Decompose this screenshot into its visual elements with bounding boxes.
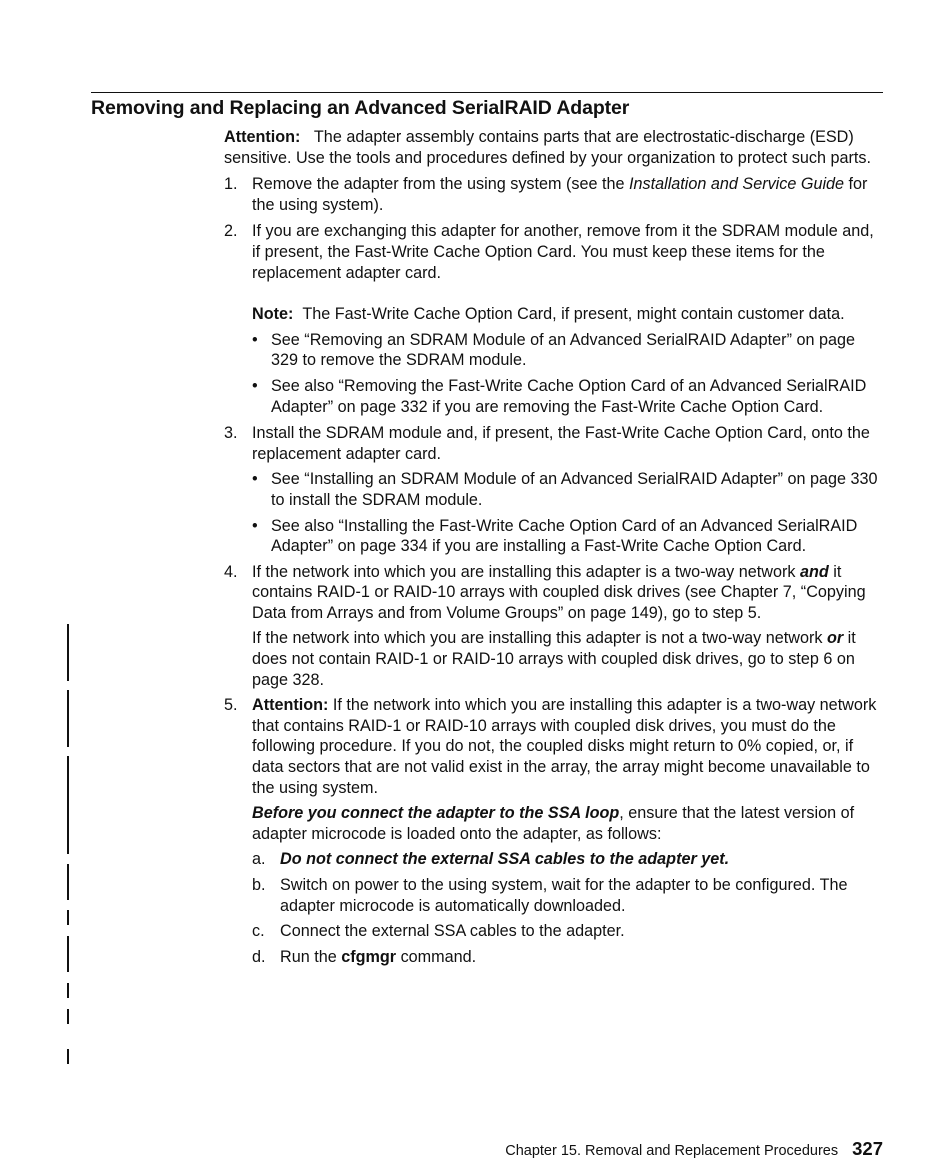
substep-letter: c. [252, 922, 265, 941]
step-4 [224, 562, 880, 691]
revision-bar [67, 690, 69, 747]
step-5-text: If the network into which you are installing this adapter is a two-way network that contains RAID-1 or RAID-10 arrays with coupled disk drives, you must do the following procedure. If you do not, the coupled disks might return to 0% copied, or, if data sectors that are not valid exist in the array, the array might become unavailable to the using system. [252, 696, 877, 797]
substep-letter: d. [252, 947, 266, 966]
step-4-text-pre: If the network into which you are installing this adapter is a two-way network [252, 562, 800, 581]
step-text [252, 174, 880, 215]
revision-bar [67, 910, 69, 925]
title-rule [91, 92, 883, 93]
section-title: Removing and Replacing an Advanced SerialRAID Adapter [91, 97, 630, 119]
emphasis-or: or [826, 629, 844, 648]
bullet-icon: • [252, 470, 258, 489]
attention-label: Attention: [252, 696, 329, 715]
revision-bar [67, 1009, 69, 1024]
book-title: Installation and Service Guide [629, 175, 845, 194]
revision-bar [67, 624, 69, 681]
list-item [252, 376, 880, 417]
substep-a [252, 849, 880, 870]
attention-text: The adapter assembly contains parts that are electrostatic-discharge (ESD) sensitive. Use the tools and procedures defined by your organization to protect such parts. [224, 128, 871, 167]
emphasis-and: and [799, 562, 829, 581]
page-footer [505, 1138, 883, 1162]
emphasis-before: Before you connect the adapter to the SSA loop [252, 804, 620, 823]
substep-b [252, 875, 880, 916]
step-text-alt [252, 628, 880, 690]
page-number: 327 [852, 1138, 883, 1159]
step-text [252, 695, 880, 798]
note-paragraph [252, 304, 880, 325]
revision-bar [67, 756, 69, 854]
revision-bar [67, 1049, 69, 1064]
step-text-before [252, 803, 880, 844]
step-text: If you are exchanging this adapter for another, remove from it the SDRAM module and, if present, the Fast-Write Cache Option Card. You must keep these items for the replacement adapter card. [252, 222, 874, 282]
step-text: Install the SDRAM module and, if present, the Fast-Write Cache Option Card, onto the replacement adapter card. [252, 424, 870, 463]
step-3 [224, 423, 880, 557]
substep-text: Do not connect the external SSA cables to the adapter yet. [280, 850, 730, 869]
substep-d [252, 947, 880, 968]
substep-text: Connect the external SSA cables to the adapter. [280, 922, 625, 941]
list-item [252, 516, 880, 557]
note-text: The Fast-Write Cache Option Card, if present, might contain customer data. [302, 305, 845, 324]
footer-chapter: Chapter 15. Removal and Replacement Procedures [505, 1143, 839, 1159]
step-4-text-post: it contains RAID-1 or RAID-10 arrays with coupled disk drives (see Chapter 7, “Copying Data from Arrays and from Volume Groups” on page 149), go to step 5. [252, 562, 866, 622]
step-4-alt-post: it does not contain RAID-1 or RAID-10 arrays with coupled disk drives, go to step 6 on page 328. [252, 629, 856, 689]
attention-label: Attention: [224, 128, 301, 146]
command-name: cfgmgr [341, 947, 397, 966]
bullet-icon: • [252, 516, 258, 535]
substep-d-pre: Run the [280, 947, 342, 966]
revision-bar [67, 936, 69, 972]
substep-text: Switch on power to the using system, wait for the adapter to be configured. The adapter microcode is automatically downloaded. [280, 876, 848, 915]
step-1-text-pre: Remove the adapter from the using system (see the [252, 175, 629, 194]
step-1-text-post: for the using system). [252, 175, 868, 214]
list-item [252, 330, 880, 371]
bullet-icon: • [252, 330, 258, 349]
list-item-text: See “Installing an SDRAM Module of an Advanced SerialRAID Adapter” on page 330 to install the SDRAM module. [271, 470, 878, 509]
revision-bar [67, 864, 69, 900]
step-number: 4. [224, 562, 238, 581]
list-item-text: See also “Removing the Fast-Write Cache Option Card of an Advanced SerialRAID Adapter” on page 332 if you are removing the Fast-Write Cache Option Card. [271, 376, 867, 416]
step-2 [224, 221, 880, 417]
note-label: Note: [252, 305, 294, 324]
step-number: 1. [224, 175, 238, 194]
list-item [252, 469, 880, 510]
substep-c [252, 921, 880, 942]
substep-letter: b. [252, 876, 266, 894]
section-body [224, 127, 880, 967]
attention-paragraph [224, 127, 880, 168]
step-number: 2. [224, 222, 238, 241]
substep-letter: a. [252, 850, 266, 869]
substep-d-post: command. [396, 947, 477, 966]
step-number: 3. [224, 424, 238, 443]
bullet-icon: • [252, 376, 258, 395]
step-5 [224, 695, 880, 967]
step-text [252, 562, 880, 624]
substep-text [280, 947, 880, 968]
revision-bar [67, 983, 69, 998]
list-item-text: See also “Installing the Fast-Write Cache Option Card of an Advanced SerialRAID Adapter” on page 334 if you are installing a Fast-Write Cache Option Card. [271, 516, 858, 556]
list-item-text: See “Removing an SDRAM Module of an Advanced SerialRAID Adapter” on page 329 to remove the SDRAM module. [271, 330, 855, 370]
step-number: 5. [224, 696, 238, 715]
step-4-alt-pre: If the network into which you are installing this adapter is not a two-way network [252, 629, 827, 648]
step-1 [224, 174, 880, 215]
step-5-before-post: , ensure that the latest version of adapter microcode is loaded onto the adapter, as follows: [252, 804, 855, 843]
